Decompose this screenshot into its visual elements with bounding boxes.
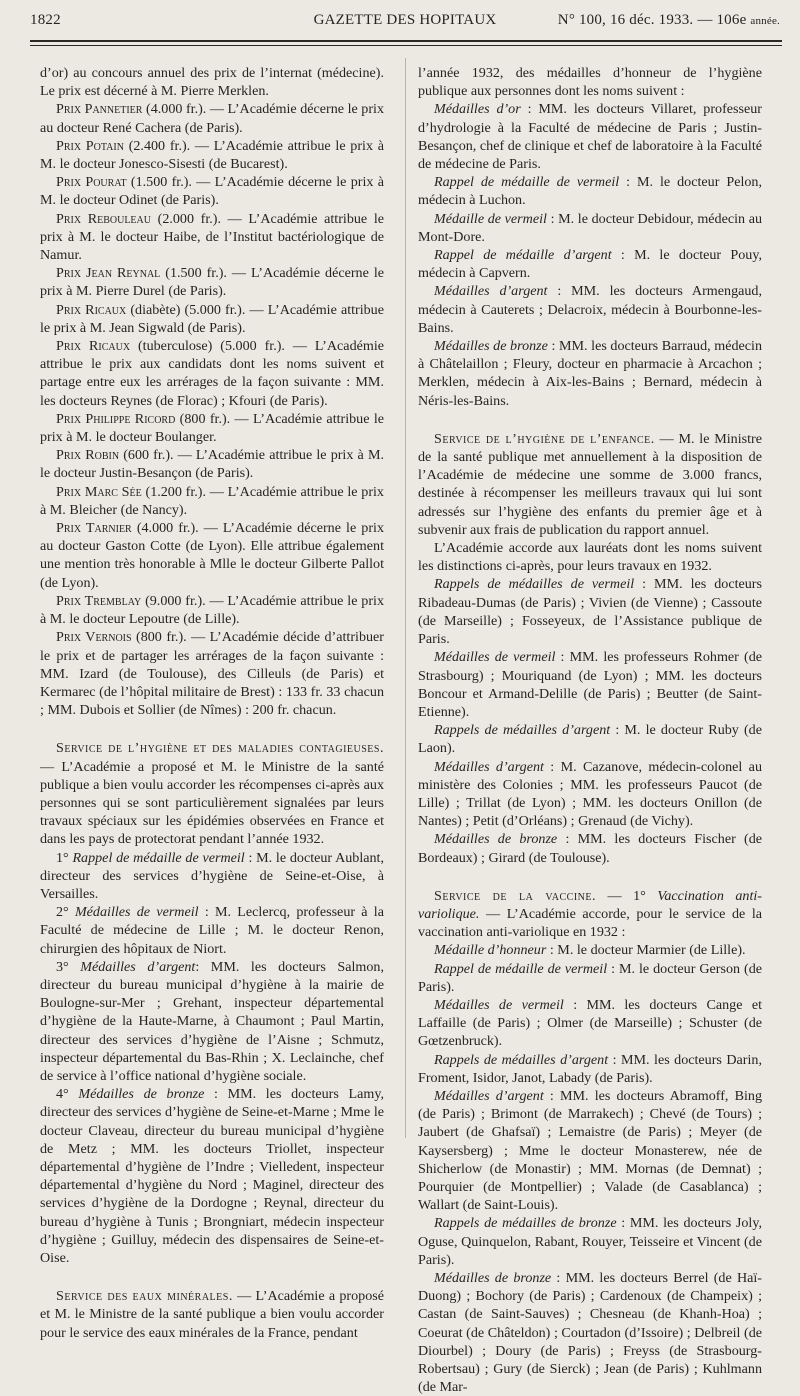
section-text: — M. le Ministre de la santé publique met annuellement à la disposition de l’Académie de médecine une somme de 3.000 francs, destinée à récompenser les meilleurs travaux qui lui sont adressés sur l’hygiène des enfants du premier âge et à subvenir aux frais de publication du rapport annuel. xyxy=(418,430,762,538)
award-text: : MM. les docteurs Lamy, directeur des services d’hygiène de Seine-et-Marne ; Mme le docteur Claveau, directeur du bureau municipal d’hygiène de Metz ; MM. les docteurs Triollet, inspecteur départemental d’hygiène de l’Indre ; Vielledent, inspecteur départemental d’hygiène du Nord ; Maginel, directeur des services d’hygiène de la Dordogne ; Reynal, directeur du bureau d’hygiène à Tunis ; Brongniart, médecin inspecteur d’hygiène ; Guilluy, médecin des dispensaires de Seine-et-Oise. xyxy=(40,1086,384,1266)
prize-paragraph xyxy=(40,301,384,337)
award-paragraph xyxy=(418,648,762,721)
award-label: Médailles d’or xyxy=(434,101,521,118)
prize-paragraph xyxy=(40,628,384,719)
award-label: Médailles d’argent xyxy=(80,958,196,975)
award-text: : MM. les docteurs Ribadeau-Dumas (de Paris) ; Vivien (de Vienne) ; Cassoute (de Marseille) ; Fosseyeux, de l’Assistance publique de Paris. xyxy=(418,576,762,648)
award-text: : M. le docteur Ruby (de Laon). xyxy=(418,722,762,757)
award-paragraph xyxy=(418,830,762,866)
issue-info xyxy=(558,12,780,29)
prize-text: (4.000 fr.). — L’Académie décerne le prix au docteur Gaston Cotte (de Lyon). Elle attribue également une mention très honorable à Mlle le docteur Gilberte Pallot (de Lyon). xyxy=(40,520,384,591)
journal-title: GAZETTE DES HOPITAUX xyxy=(313,12,497,28)
award-text: : M. Leclercq, professeur à la Faculté de médecine de Lille ; M. le docteur Renon, chirurgien des hôpitaux de Niort. xyxy=(40,904,384,957)
section-gap xyxy=(418,867,762,887)
award-paragraph xyxy=(418,996,762,1051)
award-label: Médailles d’argent xyxy=(434,758,544,775)
page-header xyxy=(30,12,780,36)
column-divider xyxy=(405,58,406,1138)
award-text: : MM. les docteurs Abramoff, Bing (de Paris) ; Brimont (de Marrakech) ; Chevé (de Tours) ; Jaubert (de Ghafsaï) ; Lemaistre (de Paris) ; Meyer (de Kaysersberg) ; Mme le docteur Monasterew, née de Shicherlow (de Monastir) ; MM. Mornas (de Demnat) ; Pourquier (de Montpellier) ; Valade (de Casablanca) ; Wallart (de Saint-Louis). xyxy=(418,1087,763,1214)
prize-name: Prix Robin xyxy=(56,447,120,464)
award-text: : MM. les professeurs Rohmer (de Strasbourg) ; Mouriquand (de Lyon) ; MM. les docteurs Boncour et Armand-Delille (de Paris) ; Beutter (de Saint-Etienne). xyxy=(418,649,762,720)
award-label: Médailles de vermeil xyxy=(434,996,564,1013)
section-gap xyxy=(40,1267,384,1287)
award-paragraph xyxy=(40,903,384,958)
award-paragraph xyxy=(40,958,384,1085)
paragraph: L’Académie accorde aux lauréats dont les noms suivent les distinctions ci-après, pour leurs travaux en 1932. xyxy=(418,540,762,575)
award-text: : M. Cazanove, médecin-colonel au ministère des Colonies ; MM. les professeurs Paucot (de Lille) ; Trillat (de Lyon) ; MM. les docteurs Onillon (de Nantes) ; Petit (d’Orléans) ; Grenaud (de Vichy). xyxy=(418,758,762,830)
award-text: : MM. les docteurs Salmon, directeur du bureau municipal d’hygiène à la mairie de Boulogne-sur-Mer ; Grehant, inspecteur départemental d’hygiène de la Haute-Marne, à Chaumont ; Paul Martin, directeur des services d’hygiène de l’Aisne ; Schmutz, inspecteur départemental du Bas-Rhin ; X. Leclainche, chef de service à l’office national d’hygiène sociale. xyxy=(40,958,384,1084)
award-text: : MM. les docteurs Fischer (de Bordeaux) ; Girard (de Toulouse). xyxy=(418,831,762,866)
section-paragraph xyxy=(40,739,384,848)
prize-name: Prix Pannetier xyxy=(56,101,143,118)
award-number: 2° xyxy=(56,904,75,921)
prize-name: Prix Ricaux xyxy=(56,301,127,318)
prize-paragraph xyxy=(40,483,384,519)
award-label: Médailles de bronze xyxy=(78,1086,205,1103)
award-text: : M. le docteur Gerson (de Paris). xyxy=(418,960,762,995)
prize-text: (1.500 fr.). — L’Académie décerne le prix à M. Pierre Durel (de Paris). xyxy=(40,265,384,300)
section-number: — 1° xyxy=(596,887,658,904)
prize-name: Prix Tarnier xyxy=(56,520,132,537)
award-paragraph xyxy=(418,1051,762,1087)
prize-paragraph xyxy=(40,100,384,136)
prize-text: (tuberculose) (5.000 fr.). — L’Académie attribue le prix aux candidats dont les noms suivent et partage entre eux les arrérages de la façon suivante : MM. les docteurs Reynes (de Florac) ; Kfouri (de Paris). xyxy=(40,338,385,409)
prize-text: (1.500 fr.). — L’Académie décerne le prix à M. le docteur Odinet (de Paris). xyxy=(40,174,385,209)
award-label: Médaille de vermeil xyxy=(434,210,547,227)
award-paragraph xyxy=(418,246,762,282)
award-label: Rappel de médaille de vermeil xyxy=(72,849,245,866)
prize-name: Prix Marc Sée xyxy=(56,483,142,500)
award-label: Rappel de médaille de vermeil xyxy=(434,174,620,191)
prize-paragraph xyxy=(40,410,384,446)
prize-paragraph xyxy=(40,519,384,592)
paragraph: d’or) au concours annuel des prix de l’internat (médecine). Le prix est décerné à M. Pierre Merklen. xyxy=(40,65,384,100)
award-paragraph xyxy=(40,1085,384,1267)
prize-text: (1.200 fr.). — L’Académie attribue le prix à M. Bleicher (de Nancy). xyxy=(40,483,384,518)
award-text: : MM. les docteurs Darin, Froment, Isidor, Janot, Labady (de Paris). xyxy=(418,1051,762,1086)
award-label: Médailles d’argent xyxy=(434,1087,544,1104)
award-text: : M. le docteur Pouy, médecin à Capvern. xyxy=(418,247,762,282)
section-heading: Service de la vaccine. xyxy=(434,887,597,904)
prize-name: Prix Ricaux xyxy=(56,338,131,355)
award-label: Rappels de médailles d’argent xyxy=(434,722,611,739)
header-rule-top xyxy=(30,40,782,42)
prize-text: (9.000 fr.). — L’Académie attribue le prix à M. le docteur Lepoutre (de Lille). xyxy=(40,592,384,628)
award-label: Médaille d’honneur xyxy=(434,942,547,959)
page-number: 1822 xyxy=(30,12,61,28)
award-number: 1° xyxy=(56,849,73,866)
section-text: — L’Académie a proposé et M. le Ministre de la santé publique a bien voulu accorder les récompenses ci-après aux personnes qui se sont particulièrement signalées par leurs travaux spéciaux sur les épidémies observées en France et dans les pays de protectorat pendant l’année 1932. xyxy=(40,758,384,848)
award-text: : MM. les docteurs Armengaud, médecin à Cauterets ; Delacroix, médecin à Bourbonne-les-Bains. xyxy=(418,283,762,336)
award-label: Médailles de bronze xyxy=(434,1270,552,1286)
award-paragraph xyxy=(418,941,762,959)
award-label: Médailles de vermeil xyxy=(434,649,556,666)
prize-text: (800 fr.). — L’Académie décide d’attribuer le prix et de partager les arrérages de la façon suivante : MM. Izard (de Toulouse), des Cilleuls (de Paris) et Kermarec (de l’hôpital militaire de Brest) : 133 fr. 33 chacun ; MM. Dubois et Sollier (de Nîmes) : 200 fr. chacun. xyxy=(40,629,384,719)
award-label: Médailles de bronze xyxy=(434,338,548,355)
section-gap xyxy=(418,410,762,430)
section-paragraph xyxy=(418,430,762,539)
prize-text: (600 fr.). — L’Académie attribue le prix à M. le docteur Justin-Besançon (de Paris). xyxy=(40,447,384,482)
prize-text: (2.000 fr.). — L’Académie attribue le prix à M. le docteur Haibe, de l’Institut bactériologique de Namur. xyxy=(40,210,384,264)
award-paragraph xyxy=(418,575,762,648)
right-column xyxy=(418,64,762,1396)
prize-name: Prix Vernois xyxy=(56,629,132,646)
award-paragraph xyxy=(40,849,384,904)
prize-name: Prix Potain xyxy=(56,137,124,154)
paragraph: l’année 1932, des médailles d’honneur de l’hygiène publique aux personnes dont les noms suivent : xyxy=(418,65,762,100)
award-text: : MM. les docteurs Barraud, médecin à Châtelaillon ; Fleury, docteur en pharmacie à Arcachon ; Merklen, médecin à Aix-les-Bains ; Bernard, médecin à Néris-les-Bains. xyxy=(418,338,762,409)
prize-text: (4.000 fr.). — L’Académie décerne le prix au docteur René Cachera (de Paris). xyxy=(40,101,384,136)
section-heading: Service de l’hygiène de l’enfance. xyxy=(434,430,655,447)
award-paragraph xyxy=(418,100,762,173)
prize-name: Prix Rebouleau xyxy=(56,210,151,227)
award-paragraph xyxy=(418,1087,762,1214)
award-text: : MM. les docteurs Villaret, professeur d’hydrologie à la Faculté de médecine de Paris ; Justin-Besançon, chef de clinique et chef de laboratoire à la Faculté de médecine de Paris. xyxy=(418,101,762,173)
award-paragraph xyxy=(418,960,762,996)
prize-paragraph xyxy=(40,592,384,628)
section-heading: Service des eaux minérales. xyxy=(56,1288,233,1305)
award-label: Rappels de médailles de bronze xyxy=(434,1215,617,1232)
award-text: : MM. les docteurs Cange et Laffaille (de Paris) ; Olmer (de Marseille) ; Schuster (de Gœtzenbruck). xyxy=(418,996,762,1050)
award-paragraph xyxy=(418,1214,762,1269)
award-number: 4° xyxy=(56,1086,79,1103)
award-text: : MM. les docteurs Berrel (de Haï-Duong) ; Bochory (de Paris) ; Cardenoux (de Champeix) ; Castan (de Saint-Sauves) ; Chesneau (de Khanh-Hoa) ; Coeurat (de Châteldon) ; Courtadon (d’Issoire) ; Delbreil (de Diourbel) ; Doury (de Paris) ; Freyss (de Strasbourg-Robertsau) ; Gury (de Sierck) ; Jean (de Paris) ; Kuhlmann (de Mar- xyxy=(418,1270,762,1396)
section-heading: Service de l’hygiène et des maladies contagieuses. xyxy=(56,740,384,757)
prize-text: (800 fr.). — L’Académie attribue le prix à M. le docteur Boulanger. xyxy=(40,410,384,446)
award-label: Médailles de vermeil xyxy=(74,904,199,921)
section-text: — L’Académie accorde, pour le service de la vaccination anti-variolique en 1932 : xyxy=(418,905,762,941)
section-text: — L’Académie a proposé et M. le Ministre de la santé publique a bien voulu accorder pour le service des eaux minérales de la France, pendant xyxy=(40,1288,384,1341)
issue-number-date: N° 100, 16 déc. 1933. — 106e xyxy=(557,12,747,28)
prize-text: (2.400 fr.). — L’Académie attribue le prix à M. le docteur Jonesco-Sisesti (de Bucarest). xyxy=(40,137,385,173)
header-rule-bottom xyxy=(30,45,782,46)
award-paragraph xyxy=(418,337,762,410)
award-label: Rappel de médaille de vermeil xyxy=(434,960,608,977)
award-paragraph xyxy=(418,721,762,757)
prize-paragraph xyxy=(40,137,384,173)
subsection-title: Vaccination anti-variolique. xyxy=(418,887,762,922)
award-paragraph xyxy=(418,1269,762,1396)
left-column xyxy=(40,64,384,1342)
prize-paragraph xyxy=(40,337,384,410)
award-label: Rappels de médailles de vermeil xyxy=(434,576,635,593)
prize-name: Prix Jean Reynal xyxy=(56,265,161,282)
section-paragraph xyxy=(40,1287,384,1342)
section-gap xyxy=(40,719,384,739)
award-number: 3° xyxy=(56,958,81,975)
prize-name: Prix Pourat xyxy=(56,174,127,191)
prize-name: Prix Tremblay xyxy=(56,592,142,609)
award-label: Médailles d’argent xyxy=(434,283,548,300)
award-paragraph xyxy=(418,758,762,831)
prize-paragraph xyxy=(40,264,384,300)
award-text: : M. le docteur Aublant, directeur des services d’hygiène de Seine-et-Oise, à Versailles. xyxy=(40,849,384,902)
prize-paragraph xyxy=(40,446,384,482)
year-label: année. xyxy=(750,15,780,27)
award-label: Rappel de médaille d’argent xyxy=(434,247,612,264)
award-label: Médailles de bronze xyxy=(434,831,558,848)
award-paragraph xyxy=(418,173,762,209)
award-label: Rappels de médailles d’argent xyxy=(434,1051,609,1068)
prize-name: Prix Philippe Ricord xyxy=(56,410,176,427)
award-paragraph xyxy=(418,210,762,246)
prize-paragraph xyxy=(40,173,384,209)
award-paragraph xyxy=(418,282,762,337)
award-text: : M. le docteur Pelon, médecin à Luchon. xyxy=(418,174,762,209)
prize-text: (diabète) (5.000 fr.). — L’Académie attribue le prix à M. Jean Sigwald (de Paris). xyxy=(40,301,384,336)
prize-paragraph xyxy=(40,210,384,265)
award-text: : M. le docteur Marmier (de Lille). xyxy=(546,942,746,959)
award-text: : M. le docteur Debidour, médecin au Mont-Dore. xyxy=(418,210,763,245)
award-text: : MM. les docteurs Joly, Oguse, Quinquelon, Rabant, Rouyer, Teisseire et Vincent (de Paris). xyxy=(418,1215,762,1268)
section-paragraph xyxy=(418,887,762,942)
